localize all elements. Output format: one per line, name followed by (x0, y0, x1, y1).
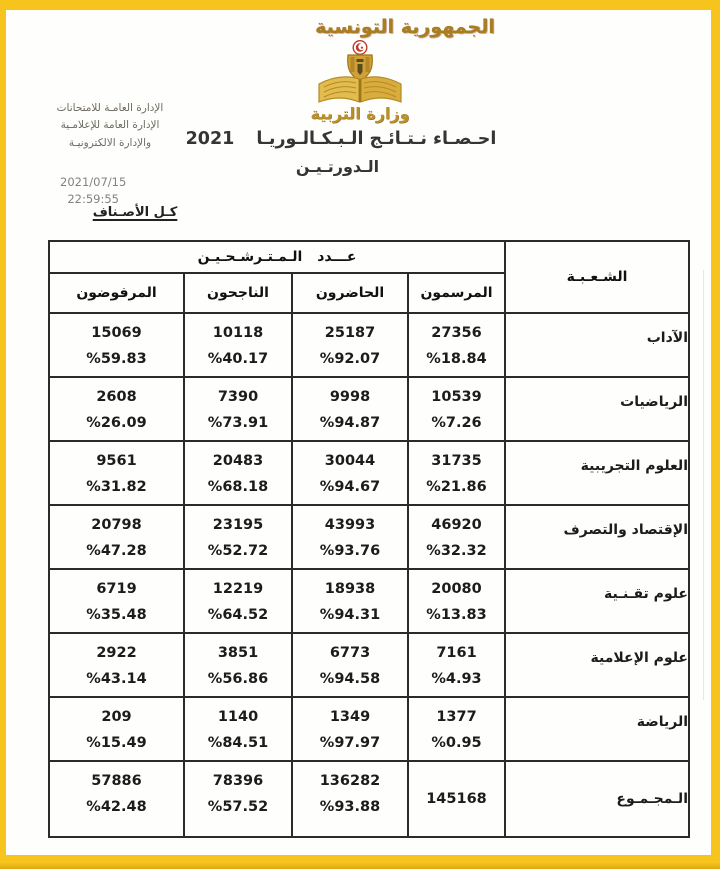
cell-passed (184, 377, 292, 441)
section-name-cell (505, 697, 689, 761)
percent-value: %32.32 (426, 543, 487, 559)
cell-rejected (49, 377, 184, 441)
table-row (49, 441, 689, 505)
table-group-header-row (49, 241, 689, 273)
count-value: 145168 (426, 791, 487, 807)
percent-value: %13.83 (426, 607, 487, 623)
percent-value: %0.95 (431, 735, 482, 751)
section-label: علوم الإعلامية (590, 650, 688, 666)
count-value: 6773 (329, 645, 371, 661)
section-label: علوم تقـنـية (603, 586, 688, 602)
percent-value: %73.91 (207, 415, 269, 431)
count-value: 20798 (91, 517, 142, 533)
section-name-cell (505, 505, 689, 569)
ministry-title: وزارة التربية (310, 104, 410, 123)
cell-passed (184, 569, 292, 633)
count-value: 20080 (431, 581, 482, 597)
cell-present (292, 377, 408, 441)
count-value: 25187 (324, 325, 376, 341)
percent-value: %94.67 (319, 479, 381, 495)
section-label: الرياضيات (620, 394, 688, 410)
percent-value: %94.58 (319, 671, 381, 687)
count-value: 209 (101, 709, 132, 725)
cell-rejected (49, 313, 184, 377)
count-value: 1140 (217, 709, 259, 725)
column-header-section: الشـعـبـة (505, 241, 689, 313)
count-value: 27356 (431, 325, 482, 341)
cell-registered (408, 505, 505, 569)
percent-value: %42.48 (86, 799, 147, 815)
cell-passed (184, 761, 292, 837)
page-border-bottom (0, 855, 720, 869)
count-value: 7161 (436, 645, 477, 661)
section-label: العلوم التجريبية (580, 458, 688, 474)
results-table (48, 240, 690, 838)
cell-passed (184, 633, 292, 697)
report-title-text: احـصـاء نـتـائـج الـبـكـالـوريـا (256, 129, 497, 149)
results-table-body (49, 313, 689, 837)
open-book-icon (319, 77, 401, 102)
section-name-cell (505, 569, 689, 633)
cell-registered (408, 569, 505, 633)
cell-present (292, 313, 408, 377)
count-value: 10539 (431, 389, 482, 405)
percent-value: %94.31 (319, 607, 381, 623)
count-value: 2608 (96, 389, 137, 405)
cell-registered (408, 313, 505, 377)
count-value: 57886 (91, 773, 142, 789)
percent-value: %47.28 (86, 543, 147, 559)
section-name-cell (505, 377, 689, 441)
print-date: 2021/07/15 (60, 175, 127, 189)
percent-value: %7.26 (431, 415, 482, 431)
table-row (49, 313, 689, 377)
percent-value: %15.49 (86, 735, 147, 751)
count-value: 43993 (324, 517, 376, 533)
count-value: 136282 (319, 773, 381, 789)
report-title-year: 2021 (185, 129, 235, 149)
count-value: 18938 (324, 581, 376, 597)
section-label: الـمجـمـوع (616, 791, 688, 807)
admin-line-informatics: الإدارة العامة للإعلامـية (60, 119, 160, 132)
column-header-rejected: المرفوضون (49, 273, 184, 313)
table-row (49, 633, 689, 697)
cell-present (292, 633, 408, 697)
cell-passed (184, 441, 292, 505)
percent-value: %64.52 (207, 607, 269, 623)
section-label: الإقتصاد والتصرف (563, 522, 688, 538)
report-subtitle: الـدورتـيـن (295, 157, 380, 176)
column-header-registered: المرسمون (408, 273, 505, 313)
table-row (49, 377, 689, 441)
section-name-cell (505, 441, 689, 505)
page-border-right (711, 0, 720, 869)
cell-rejected (49, 761, 184, 837)
page-border-left (0, 0, 6, 869)
percent-value: %40.17 (207, 351, 269, 367)
count-value: 78396 (212, 773, 264, 789)
cell-present (292, 441, 408, 505)
cell-present (292, 761, 408, 837)
percent-value: %56.86 (207, 671, 269, 687)
table-row (49, 697, 689, 761)
all-categories-label: كـل الأصـناف (92, 205, 178, 220)
admin-line-exams: الإدارة العامـة للامتحانات (56, 102, 164, 114)
cell-rejected (49, 505, 184, 569)
cell-rejected (49, 569, 184, 633)
count-value: 20483 (212, 453, 264, 469)
percent-value: %21.86 (426, 479, 487, 495)
print-datetime (60, 174, 126, 207)
crescent-medallion-icon (353, 41, 367, 55)
cell-present (292, 697, 408, 761)
section-label: الرياضة (636, 714, 688, 730)
cell-registered (408, 441, 505, 505)
republic-calligraphy-title: الجمهورية التونسية (315, 16, 495, 38)
percent-value: %59.83 (86, 351, 147, 367)
percent-value: %93.76 (319, 543, 381, 559)
cell-passed (184, 697, 292, 761)
print-time: 22:59:55 (67, 191, 119, 206)
count-value: 2922 (96, 645, 137, 661)
table-row (49, 505, 689, 569)
percent-value: %52.72 (207, 543, 269, 559)
percent-value: %31.82 (86, 479, 147, 495)
cell-registered (408, 761, 505, 837)
percent-value: %57.52 (207, 799, 269, 815)
percent-value: %4.93 (431, 671, 482, 687)
admin-line-electronic: والإدارة الالكترونيـة (68, 136, 152, 149)
count-value: 10118 (212, 325, 264, 341)
candidates-count-group-header: عـــدد الـمـتـرشـحـيـن (49, 241, 505, 273)
cell-registered (408, 377, 505, 441)
section-name-cell (505, 313, 689, 377)
count-value: 3851 (217, 645, 259, 661)
tunisia-ministry-emblem-icon (312, 40, 408, 106)
count-value: 23195 (212, 517, 264, 533)
percent-value: %68.18 (207, 479, 269, 495)
page-border-top (0, 0, 720, 10)
cell-present (292, 505, 408, 569)
count-value: 6719 (96, 581, 137, 597)
count-value: 7390 (217, 389, 259, 405)
admin-directorates-block (30, 100, 190, 152)
cell-rejected (49, 697, 184, 761)
cell-present (292, 569, 408, 633)
section-name-cell (505, 761, 689, 837)
total-row (49, 761, 689, 837)
column-header-present: الحاضرون (292, 273, 408, 313)
table-row (49, 569, 689, 633)
section-name-cell (505, 633, 689, 697)
section-label: الآداب (646, 330, 688, 346)
count-value: 9561 (96, 453, 137, 469)
cell-registered (408, 633, 505, 697)
count-value: 12219 (212, 581, 264, 597)
percent-value: %92.07 (319, 351, 381, 367)
count-value: 30044 (324, 453, 376, 469)
report-title (168, 129, 514, 149)
cell-passed (184, 505, 292, 569)
scan-edge-shadow (703, 270, 704, 700)
percent-value: %93.88 (319, 799, 381, 815)
count-value: 1377 (436, 709, 477, 725)
count-value: 9998 (329, 389, 371, 405)
cell-registered (408, 697, 505, 761)
percent-value: %26.09 (86, 415, 147, 431)
count-value: 46920 (431, 517, 482, 533)
percent-value: %97.97 (319, 735, 381, 751)
cell-rejected (49, 441, 184, 505)
cell-passed (184, 313, 292, 377)
column-header-passed: الناجحون (184, 273, 292, 313)
percent-value: %18.84 (426, 351, 487, 367)
cell-rejected (49, 633, 184, 697)
count-value: 15069 (91, 325, 142, 341)
percent-value: %94.87 (319, 415, 381, 431)
count-value: 1349 (329, 709, 371, 725)
percent-value: %43.14 (86, 671, 147, 687)
count-value: 31735 (431, 453, 482, 469)
percent-value: %35.48 (86, 607, 147, 623)
percent-value: %84.51 (207, 735, 269, 751)
